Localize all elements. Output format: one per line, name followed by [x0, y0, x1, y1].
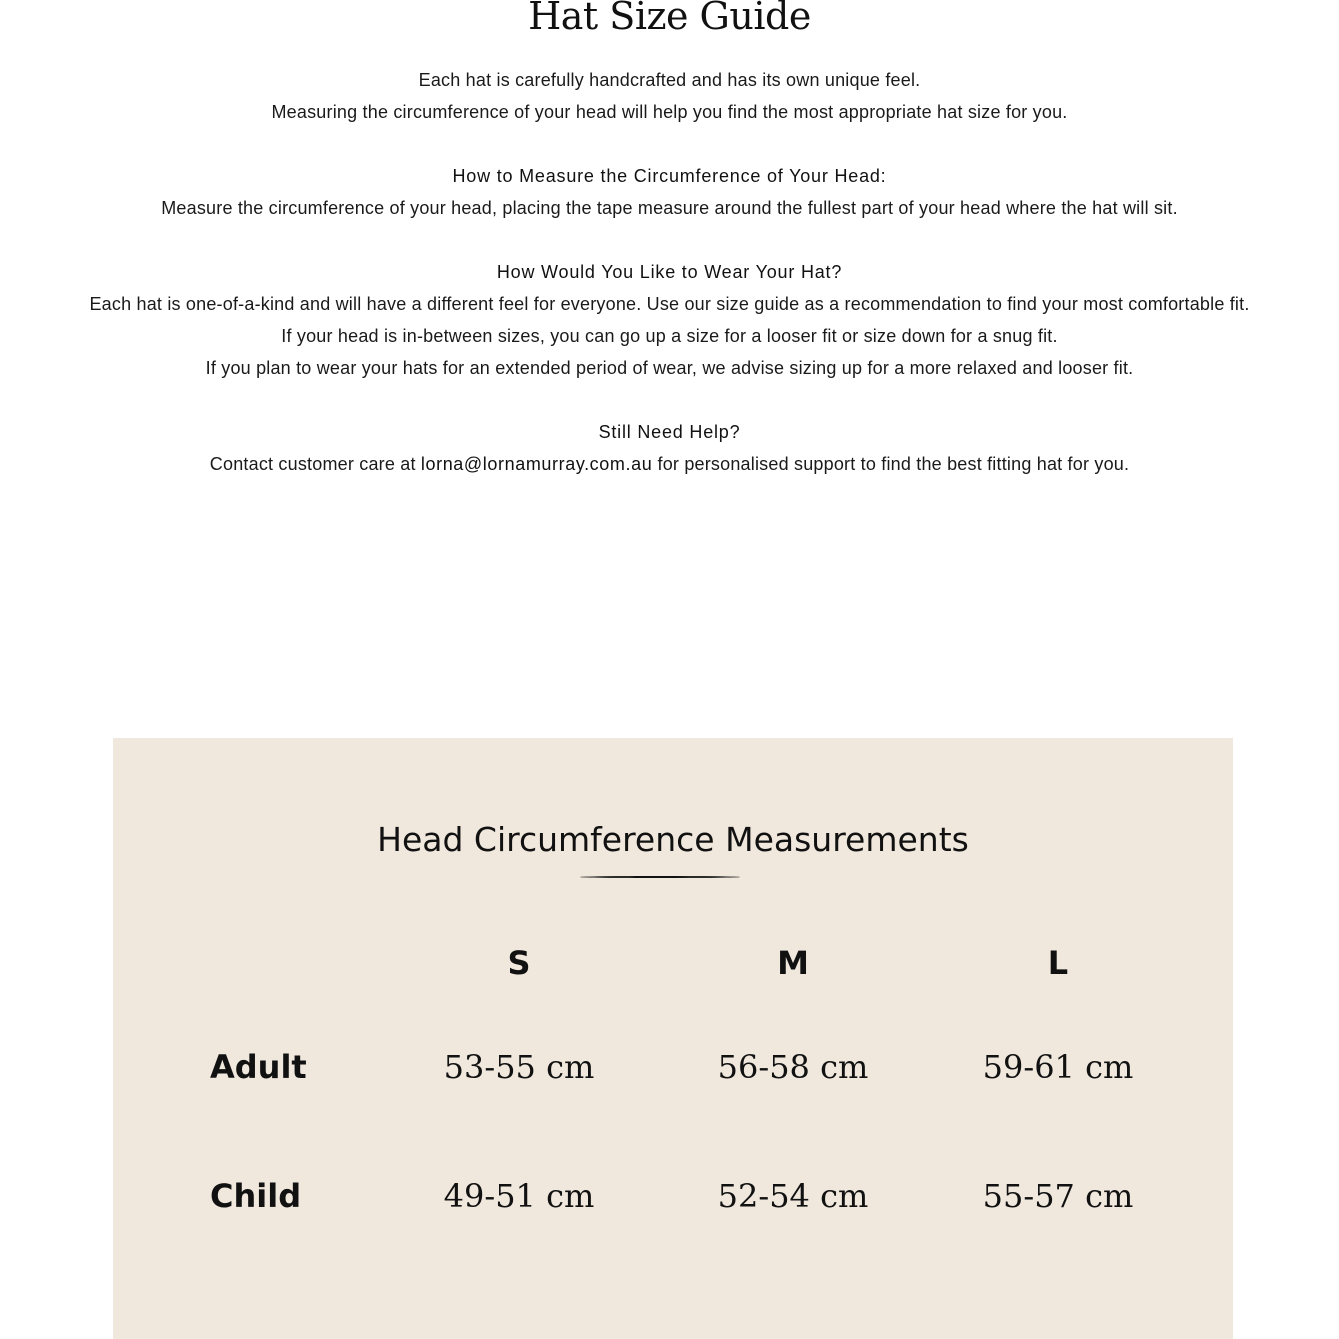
help-heading: Still Need Help?	[598, 422, 741, 442]
size-cell: 56-58 cm	[717, 1048, 869, 1086]
size-cell: 49-51 cm	[443, 1177, 595, 1215]
size-cell: 55-57 cm	[982, 1177, 1134, 1215]
help-prefix: Contact customer care at	[209, 454, 421, 474]
measure-heading: How to Measure the Circumference of Your Head:	[452, 166, 887, 186]
size-cell: 52-54 cm	[717, 1177, 869, 1215]
spacer	[0, 224, 1339, 256]
title-underline	[580, 876, 740, 878]
wear-heading: How Would You Like to Wear Your Hat?	[496, 262, 843, 282]
size-cell: 59-61 cm	[982, 1048, 1134, 1086]
help-suffix: for personalised support to find the best fitting hat for you.	[652, 454, 1130, 474]
wear-text: If you plan to wear your hats for an extended period of wear, we advise sizing up for a more relaxed and looser fit.	[205, 358, 1134, 378]
size-chart-panel	[113, 738, 1233, 1339]
row-label-adult: Adult	[210, 1048, 307, 1086]
size-header-m: M	[777, 944, 809, 982]
measure-text: Measure the circumference of your head, placing the tape measure around the fullest part of your head where the hat will sit.	[161, 198, 1178, 218]
intro-text: Each hat is carefully handcrafted and has its own unique feel.	[418, 70, 921, 90]
help-text	[0, 448, 1339, 480]
row-label-child: Child	[210, 1177, 302, 1215]
size-header-l: L	[1047, 944, 1069, 982]
email-link[interactable]: lorna@lornamurray.com.au	[420, 454, 653, 474]
wear-text: If your head is in-between sizes, you can go up a size for a looser fit or size down for a snug fit.	[281, 326, 1058, 346]
size-header-s: S	[507, 944, 531, 982]
size-chart-title: Head Circumference Measurements	[377, 820, 969, 859]
page-title: Hat Size Guide	[528, 0, 811, 38]
spacer	[0, 128, 1339, 160]
size-cell: 53-55 cm	[443, 1048, 595, 1086]
wear-text: Each hat is one-of-a-kind and will have a different feel for everyone. Use our size guide as a recommendation to find your most comfortable fit.	[89, 294, 1250, 314]
spacer	[0, 384, 1339, 416]
size-guide-intro	[0, 64, 1339, 480]
intro-text: Measuring the circumference of your head will help you find the most appropriate hat size for you.	[271, 102, 1068, 122]
